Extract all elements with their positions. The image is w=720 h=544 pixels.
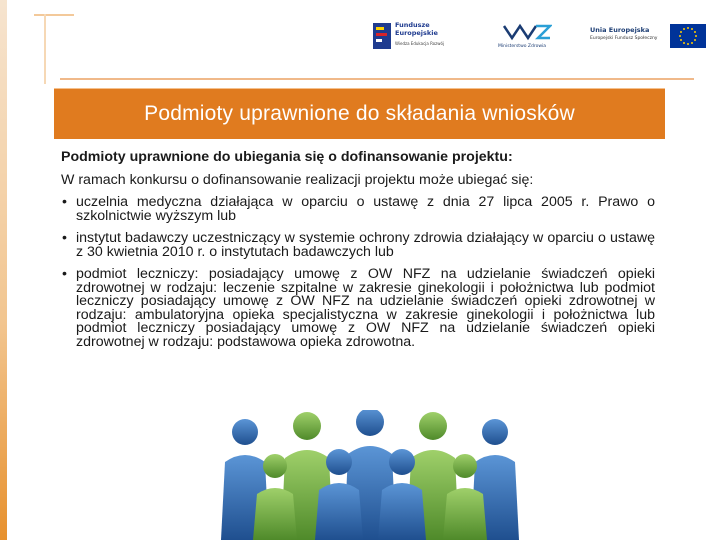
fe-logo-line3: Wiedza Edukacja Rozwój	[395, 41, 445, 46]
ue-logo-line2: Europejski Fundusz Społeczny	[590, 36, 658, 41]
header-divider	[60, 78, 694, 80]
ue-logo-line1: Unia Europejska	[590, 26, 650, 34]
fe-emblem-icon	[373, 23, 391, 49]
content-section	[61, 151, 655, 358]
list-item	[61, 232, 655, 259]
unia-europejska-logo	[590, 24, 710, 50]
content-intro: W ramach konkursu o dofinansowanie realizacji projektu może ubiegać się:	[61, 171, 534, 188]
bullet-icon: •	[62, 266, 67, 282]
bullet-icon: •	[62, 194, 67, 210]
list-item-text: podmiot leczniczy: posiadający umowę z OW NFZ na udzielanie świadczeń opieki zdrowotnej w rodzaju: leczenie szpitalne w zakresie ginekologii i położnictwa lub podmiot leczniczy posiadający umowę z OW NFZ na udzielanie świadczeń opieki zdrowotnej w rodzaju: ambulatoryjna opieka specjalistyczna w zakresie ginekologii i położnictwa lub podmiot leczniczy posiadający umowę z OW NFZ na udzielanie świadczeń opieki zdrowotnej w rodzaju: podstawowa opieka zdrowotna.	[76, 266, 655, 350]
people-group-icon	[205, 410, 535, 540]
decorative-left-bar	[0, 0, 7, 540]
list-item-text: uczelnia medyczna działająca w oparciu o ustawę z dnia 27 lipca 2005 r. Prawo o szkolnictwie wyższym lub	[76, 194, 655, 224]
fe-logo-line2: Europejskie	[395, 29, 438, 37]
people-group-illustration	[205, 410, 535, 540]
page-title: Podmioty uprawnione do składania wniosków	[144, 102, 575, 125]
eu-flag-icon	[670, 24, 706, 48]
fe-logo-line1: Fundusze	[395, 21, 430, 29]
list-item-text: instytut badawczy uczestniczący w systemie ochrony zdrowia działający w oparciu o ustawę z 30 kwietnia 2010 r. o instytutach badawczych lub	[76, 230, 655, 260]
list-item	[61, 268, 655, 349]
decorative-line	[34, 14, 74, 16]
fundusze-europejskie-logo	[373, 20, 455, 56]
list-item	[61, 196, 655, 223]
content-heading: Podmioty uprawnione do ubiegania się o dofinansowanie projektu:	[61, 149, 513, 165]
mz-emblem-icon	[502, 20, 552, 42]
decorative-line	[44, 14, 46, 84]
ministerstwo-zdrowia-logo	[498, 20, 556, 54]
page-title-bar	[54, 88, 665, 139]
bullet-icon: •	[62, 230, 67, 246]
mz-logo-caption: Ministerstwo Zdrowia	[498, 44, 547, 49]
